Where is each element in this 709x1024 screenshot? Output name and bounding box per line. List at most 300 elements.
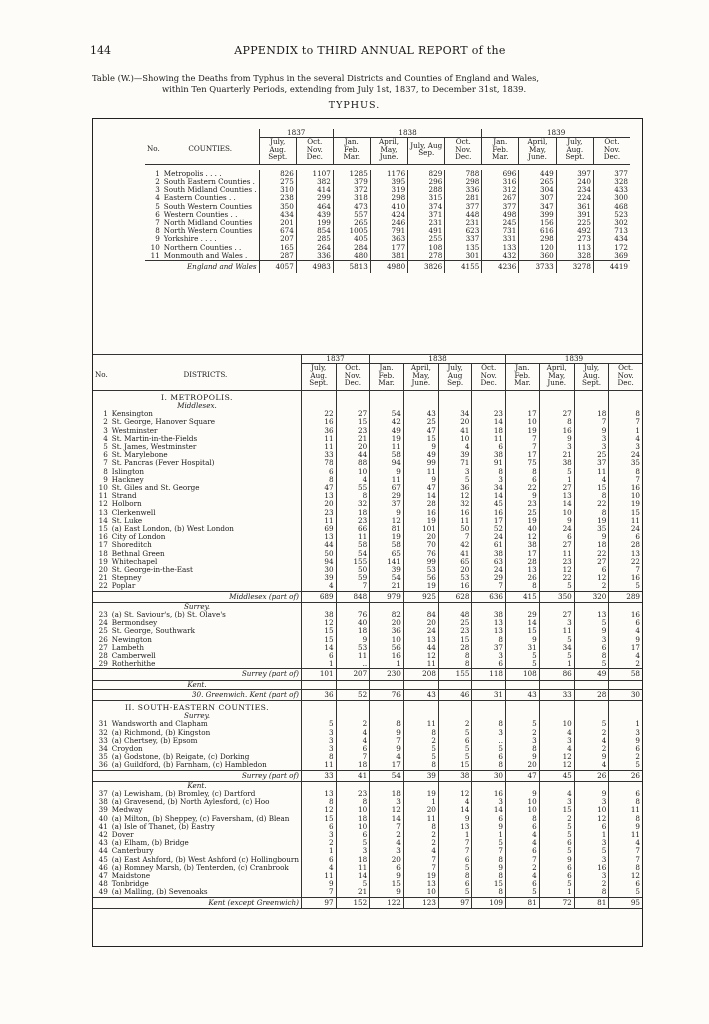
row-value: 12 <box>370 517 404 525</box>
row-value: 18 <box>574 410 609 418</box>
row-value: 1 <box>403 798 438 806</box>
row-value: 7 <box>506 856 540 864</box>
row-value: 20 <box>403 806 438 814</box>
row-value: 11 <box>301 517 336 525</box>
row-value: 69 <box>301 525 336 533</box>
row-value: 177 <box>370 244 407 252</box>
row-value: 16 <box>301 418 336 426</box>
row-value: 623 <box>445 227 482 235</box>
row-value: 11 <box>403 468 438 476</box>
row-value: 141 <box>370 558 404 566</box>
subtotal-row <box>93 770 642 781</box>
row-value: 8 <box>472 720 506 728</box>
row-value: 11 <box>609 831 642 839</box>
row-value: 11 <box>403 660 438 669</box>
row-value: 10 <box>336 468 370 476</box>
county-blank <box>472 680 506 689</box>
row-value: 9 <box>370 468 404 476</box>
district-row <box>93 525 642 533</box>
row-value: 5 <box>438 864 472 872</box>
row-value: 3 <box>574 435 609 443</box>
row-value: 9 <box>506 790 540 798</box>
row-value: 8 <box>506 745 540 753</box>
quarter-header: July, Aug. Sept. <box>259 138 296 165</box>
row-name: (a) Malling, (b) Sevenoaks <box>111 887 208 897</box>
row-value: 53 <box>438 574 472 582</box>
row-value: 3 <box>301 831 336 839</box>
row-value: 379 <box>333 178 370 186</box>
row-number: 6 <box>155 209 160 219</box>
subtotal-value: 45 <box>539 770 574 781</box>
row-value: 8 <box>438 872 472 880</box>
row-value: 40 <box>336 619 370 627</box>
row-value: 1 <box>574 831 609 839</box>
row-value: 5 <box>438 888 472 897</box>
row-value: 17 <box>609 644 642 652</box>
row-value: 245 <box>482 219 519 227</box>
row-number: 14 <box>98 515 108 525</box>
row-number: 39 <box>98 805 108 815</box>
county-blank <box>506 680 540 689</box>
row-number: 19 <box>98 556 108 566</box>
row-value: 172 <box>593 244 630 252</box>
row-value: 557 <box>333 211 370 219</box>
county-label: Surrey. <box>183 711 211 721</box>
quarter-header: Oct. Nov. Dec. <box>609 364 642 391</box>
row-number: 32 <box>98 727 108 737</box>
row-value: 7 <box>336 582 370 591</box>
row-value: 5 <box>438 753 472 761</box>
row-value: 20 <box>438 418 472 426</box>
total-label: England and Wales <box>162 260 259 273</box>
row-value: 432 <box>482 252 519 261</box>
row-value: 155 <box>336 558 370 566</box>
row-value: 498 <box>482 211 519 219</box>
row-value: 2 <box>438 720 472 728</box>
row-value: 37 <box>370 500 404 508</box>
row-value: 133 <box>482 244 519 252</box>
row-value: 826 <box>259 170 296 178</box>
row-value: 296 <box>408 178 445 186</box>
row-value: 49 <box>370 427 404 435</box>
row-value: 56 <box>403 574 438 582</box>
row-value: 16 <box>539 427 574 435</box>
district-row <box>93 443 642 451</box>
row-name: (a) East Ashford, (b) West Ashford (c) Hollingbourn <box>111 854 299 864</box>
row-value: 4 <box>336 737 370 745</box>
row-name: North Midland Counties <box>163 217 253 227</box>
row-value: 22 <box>539 574 574 582</box>
row-value: 300 <box>593 194 630 202</box>
row-value: 1 <box>301 847 336 855</box>
row-value: 7 <box>609 856 642 864</box>
subtotal-value: 118 <box>472 669 506 680</box>
row-value: 19 <box>403 790 438 798</box>
row-number: 18 <box>98 548 108 558</box>
row-value: 3 <box>539 443 574 451</box>
page-header <box>90 44 650 60</box>
row-value: 788 <box>445 170 482 178</box>
section-title-row <box>93 390 642 402</box>
row-value: 231 <box>408 219 445 227</box>
quarter-header: July, Aug. Sept. <box>574 364 609 391</box>
row-value: 3 <box>609 443 642 451</box>
row-value: 6 <box>506 847 540 855</box>
section-blank <box>506 390 540 402</box>
row-value: 36 <box>301 427 336 435</box>
row-value: 10 <box>539 509 574 517</box>
quarter-header: Oct. Nov. Dec. <box>472 364 506 391</box>
row-value: 38 <box>472 611 506 619</box>
row-value: 54 <box>370 410 404 418</box>
total-value: 4419 <box>593 260 630 273</box>
district-row <box>93 459 642 467</box>
subtotal-label: Surrey (part of) <box>110 770 302 781</box>
row-value: 59 <box>336 574 370 582</box>
row-value: 6 <box>609 745 642 753</box>
row-value: 14 <box>301 644 336 652</box>
total-value: 5813 <box>333 260 370 273</box>
row-value: 65 <box>370 550 404 558</box>
row-value: 361 <box>556 203 593 211</box>
section-blank <box>506 701 540 713</box>
row-number: 41 <box>98 821 108 831</box>
quarter-header: Oct. Nov. Dec. <box>593 138 630 165</box>
row-value: 4 <box>609 652 642 660</box>
row-value: 91 <box>472 459 506 467</box>
row-value: 8 <box>403 823 438 831</box>
row-value: 20 <box>370 619 404 627</box>
row-value: 8 <box>609 468 642 476</box>
row-value: 20 <box>403 533 438 541</box>
total-value: 4155 <box>445 260 482 273</box>
row-name: South Midland Counties . <box>163 185 257 195</box>
row-value: 448 <box>445 211 482 219</box>
row-number: 8 <box>103 466 108 476</box>
county-label: Surrey. <box>183 601 211 611</box>
row-value: 8 <box>609 815 642 823</box>
row-value: 12 <box>539 566 574 574</box>
row-value: 16 <box>438 582 472 591</box>
row-value: 23 <box>336 517 370 525</box>
row-value: 372 <box>333 186 370 194</box>
year-spacer <box>162 129 259 138</box>
row-value: 5 <box>574 660 609 669</box>
row-value: 27 <box>539 484 574 492</box>
row-number: 3 <box>155 185 160 195</box>
subtotal-row <box>93 669 642 680</box>
row-value: 7 <box>472 582 506 591</box>
row-value: 7 <box>574 418 609 426</box>
row-name: Wandsworth and Clapham <box>111 719 208 729</box>
row-value: 27 <box>574 558 609 566</box>
quarter-header: April, May, June. <box>519 138 556 165</box>
row-value: 674 <box>259 227 296 235</box>
row-value: 265 <box>519 178 556 186</box>
row-value: 11 <box>336 533 370 541</box>
row-value: 473 <box>333 203 370 211</box>
row-name: St. Martin-in-the-Fields <box>111 433 198 443</box>
row-value: 12 <box>609 872 642 880</box>
section-title: I. METROPOLIS. <box>161 392 233 402</box>
row-name: (a) East London, (b) West London <box>111 523 234 533</box>
row-value: 6 <box>438 856 472 864</box>
table-subtitle: TYPHUS. <box>328 100 381 111</box>
row-number: 25 <box>98 626 108 636</box>
row-value: 21 <box>539 451 574 459</box>
row-value: 2 <box>609 753 642 761</box>
row-value: 5 <box>506 652 540 660</box>
row-value: 5 <box>539 652 574 660</box>
row-value: 7 <box>403 856 438 864</box>
row-value: 10 <box>506 418 540 426</box>
row-value: 369 <box>593 252 630 261</box>
quarter-header: July, Aug Sep. <box>408 138 445 165</box>
row-value: 2 <box>574 582 609 591</box>
row-name: St. James, Westminster <box>111 441 197 451</box>
row-value: 9 <box>539 435 574 443</box>
row-number: 13 <box>98 507 108 517</box>
row-name: (a) Elham, (b) Bridge <box>111 838 189 848</box>
district-row <box>93 533 642 541</box>
districts-table <box>93 354 642 909</box>
row-value: 6 <box>609 619 642 627</box>
row-value: 1 <box>539 476 574 484</box>
district-row <box>93 484 642 492</box>
row-value: 9 <box>336 636 370 644</box>
row-value: 94 <box>301 558 336 566</box>
row-number: 8 <box>155 226 160 236</box>
row-name: Tonbridge <box>111 879 149 889</box>
row-value: 424 <box>370 211 407 219</box>
total-value: 4057 <box>259 260 296 273</box>
row-value: 67 <box>370 484 404 492</box>
row-value: 120 <box>519 244 556 252</box>
row-value: 14 <box>506 619 540 627</box>
row-value: 54 <box>370 574 404 582</box>
section-blank <box>574 390 609 402</box>
row-value: 5 <box>539 582 574 591</box>
row-value: 53 <box>336 644 370 652</box>
county-blank <box>438 680 472 689</box>
row-value: 50 <box>301 550 336 558</box>
row-value: 50 <box>336 566 370 574</box>
row-value: 56 <box>370 644 404 652</box>
row-name: (a) St. Saviour's, (b) St. Olave's <box>111 609 226 619</box>
row-value: 9 <box>472 864 506 872</box>
row-value: 23 <box>506 500 540 508</box>
district-row <box>93 660 642 669</box>
subtotal-value: 979 <box>370 591 404 602</box>
row-value: 328 <box>556 252 593 261</box>
row-value: 307 <box>519 194 556 202</box>
subtotal-spacer <box>93 591 110 602</box>
row-value: 6 <box>301 468 336 476</box>
row-value: 32 <box>438 500 472 508</box>
subtotal-label: Middlesex (part of) <box>110 591 302 602</box>
row-value: 13 <box>472 619 506 627</box>
row-value: 16 <box>609 484 642 492</box>
row-value: 10 <box>539 720 574 728</box>
row-name: Newington <box>111 634 152 644</box>
row-value: 8 <box>472 761 506 770</box>
row-value: 5 <box>574 720 609 728</box>
row-number: 1 <box>155 168 160 178</box>
row-value: 9 <box>301 880 336 888</box>
row-value: 78 <box>301 459 336 467</box>
row-value: 34 <box>472 484 506 492</box>
row-value: 264 <box>296 244 333 252</box>
row-name: (a) Godstone, (b) Reigate, (c) Dorking <box>111 752 250 762</box>
row-number: 46 <box>98 862 108 872</box>
county-label: Kent. <box>187 780 207 790</box>
row-value: 18 <box>336 509 370 517</box>
row-value: 3 <box>539 737 574 745</box>
row-value: 42 <box>438 541 472 549</box>
row-name: Westminster <box>111 425 158 435</box>
row-value: 9 <box>472 823 506 831</box>
row-name: Dover <box>111 830 134 840</box>
row-value: 301 <box>445 252 482 261</box>
row-value: 5 <box>609 761 642 770</box>
row-value: 11 <box>301 872 336 880</box>
row-value: 9 <box>574 627 609 635</box>
row-number: 35 <box>98 752 108 762</box>
row-number: 43 <box>98 838 108 848</box>
county-blank <box>301 680 336 689</box>
row-name: (a) Gravesend, (b) North Aylesford, (c) Hoo <box>111 797 270 807</box>
row-name: Lambeth <box>111 642 145 652</box>
row-value: 246 <box>370 219 407 227</box>
row-value: 8 <box>472 888 506 897</box>
row-number: 2 <box>103 417 108 427</box>
subtotal-value: 47 <box>506 770 540 781</box>
year-header: 1838 <box>333 129 481 138</box>
row-name: Hackney <box>111 474 144 484</box>
row-value: 6 <box>472 815 506 823</box>
row-value: 275 <box>259 178 296 186</box>
row-value: 3 <box>370 798 404 806</box>
quarter-header: Oct. Nov. Dec. <box>296 138 333 165</box>
subtotal-value: 81 <box>506 897 540 908</box>
row-value: 6 <box>539 864 574 872</box>
row-value: 7 <box>609 418 642 426</box>
row-name: (a) Milton, (b) Sheppey, (c) Faversham, (d) Blean <box>111 813 290 823</box>
row-value: 4 <box>403 847 438 855</box>
row-value: 12 <box>574 815 609 823</box>
row-name: Camberwell <box>111 651 156 660</box>
row-value: 15 <box>301 627 336 635</box>
row-value: 82 <box>370 611 404 619</box>
row-number: 10 <box>150 242 160 252</box>
running-title: APPENDIX to THIRD ANNUAL REPORT of the <box>234 44 506 57</box>
subtotal-spacer <box>93 897 110 908</box>
row-value: 3 <box>574 856 609 864</box>
row-value: 13 <box>403 636 438 644</box>
row-value: 4 <box>336 729 370 737</box>
row-value: 25 <box>403 418 438 426</box>
row-number: 16 <box>98 532 108 542</box>
row-value: 13 <box>301 790 336 798</box>
row-value: 4 <box>438 798 472 806</box>
county-row <box>145 227 630 235</box>
row-value: 8 <box>403 729 438 737</box>
row-value: 18 <box>336 856 370 864</box>
row-name: Northern Counties . . <box>163 242 242 252</box>
subtotal-value: 689 <box>301 591 336 602</box>
row-value: .. <box>472 737 506 745</box>
subtotal-value: 54 <box>370 770 404 781</box>
quarter-header: Oct. Nov. Dec. <box>336 364 370 391</box>
row-value: 480 <box>333 252 370 261</box>
subtotal-row <box>93 591 642 602</box>
row-value: 6 <box>539 872 574 880</box>
row-value: 9 <box>539 517 574 525</box>
row-value: 38 <box>506 541 540 549</box>
row-value: 2 <box>301 839 336 847</box>
district-row <box>93 652 642 660</box>
row-value: 8 <box>539 418 574 426</box>
row-value: 5 <box>539 880 574 888</box>
row-value: 12 <box>403 652 438 660</box>
row-value: 8 <box>438 660 472 669</box>
row-value: 27 <box>336 410 370 418</box>
row-value: 6 <box>539 533 574 541</box>
row-value: 15 <box>336 418 370 426</box>
row-name: St. Marylebone <box>111 450 168 460</box>
subtotal-spacer <box>93 689 110 700</box>
row-value: 4 <box>539 729 574 737</box>
row-value: 15 <box>403 435 438 443</box>
row-value: 18 <box>336 815 370 823</box>
row-value: 11 <box>403 720 438 728</box>
row-value: 25 <box>574 451 609 459</box>
row-value: 10 <box>438 435 472 443</box>
subtotal-value: 208 <box>403 669 438 680</box>
quarter-header: April, May, June. <box>539 364 574 391</box>
row-value: 11 <box>336 652 370 660</box>
row-value: 28 <box>403 500 438 508</box>
subtotal-value: 41 <box>336 770 370 781</box>
row-value: 43 <box>403 410 438 418</box>
row-value: 3 <box>438 468 472 476</box>
row-value: 15 <box>438 636 472 644</box>
row-value: 3 <box>336 847 370 855</box>
row-number: 22 <box>98 581 108 591</box>
row-value: 6 <box>370 864 404 872</box>
row-name: Western Counties . . <box>163 209 238 219</box>
row-value: 16 <box>472 790 506 798</box>
row-value: 238 <box>259 194 296 202</box>
subtotal-value: 628 <box>438 591 472 602</box>
row-value: 44 <box>336 451 370 459</box>
row-value: 7 <box>301 888 336 897</box>
row-value: 7 <box>609 566 642 574</box>
row-value: 135 <box>445 244 482 252</box>
row-name: Eastern Counties . . <box>163 193 236 203</box>
row-value: 9 <box>574 790 609 798</box>
row-name: City of London <box>111 532 166 542</box>
row-value: 6 <box>336 745 370 753</box>
total-spacer <box>145 260 162 273</box>
row-value: 310 <box>259 186 296 194</box>
row-value: 14 <box>472 806 506 814</box>
total-row <box>145 260 630 273</box>
district-row <box>93 636 642 644</box>
row-value: 55 <box>336 484 370 492</box>
row-value: 731 <box>482 227 519 235</box>
row-value: 13 <box>438 823 472 831</box>
